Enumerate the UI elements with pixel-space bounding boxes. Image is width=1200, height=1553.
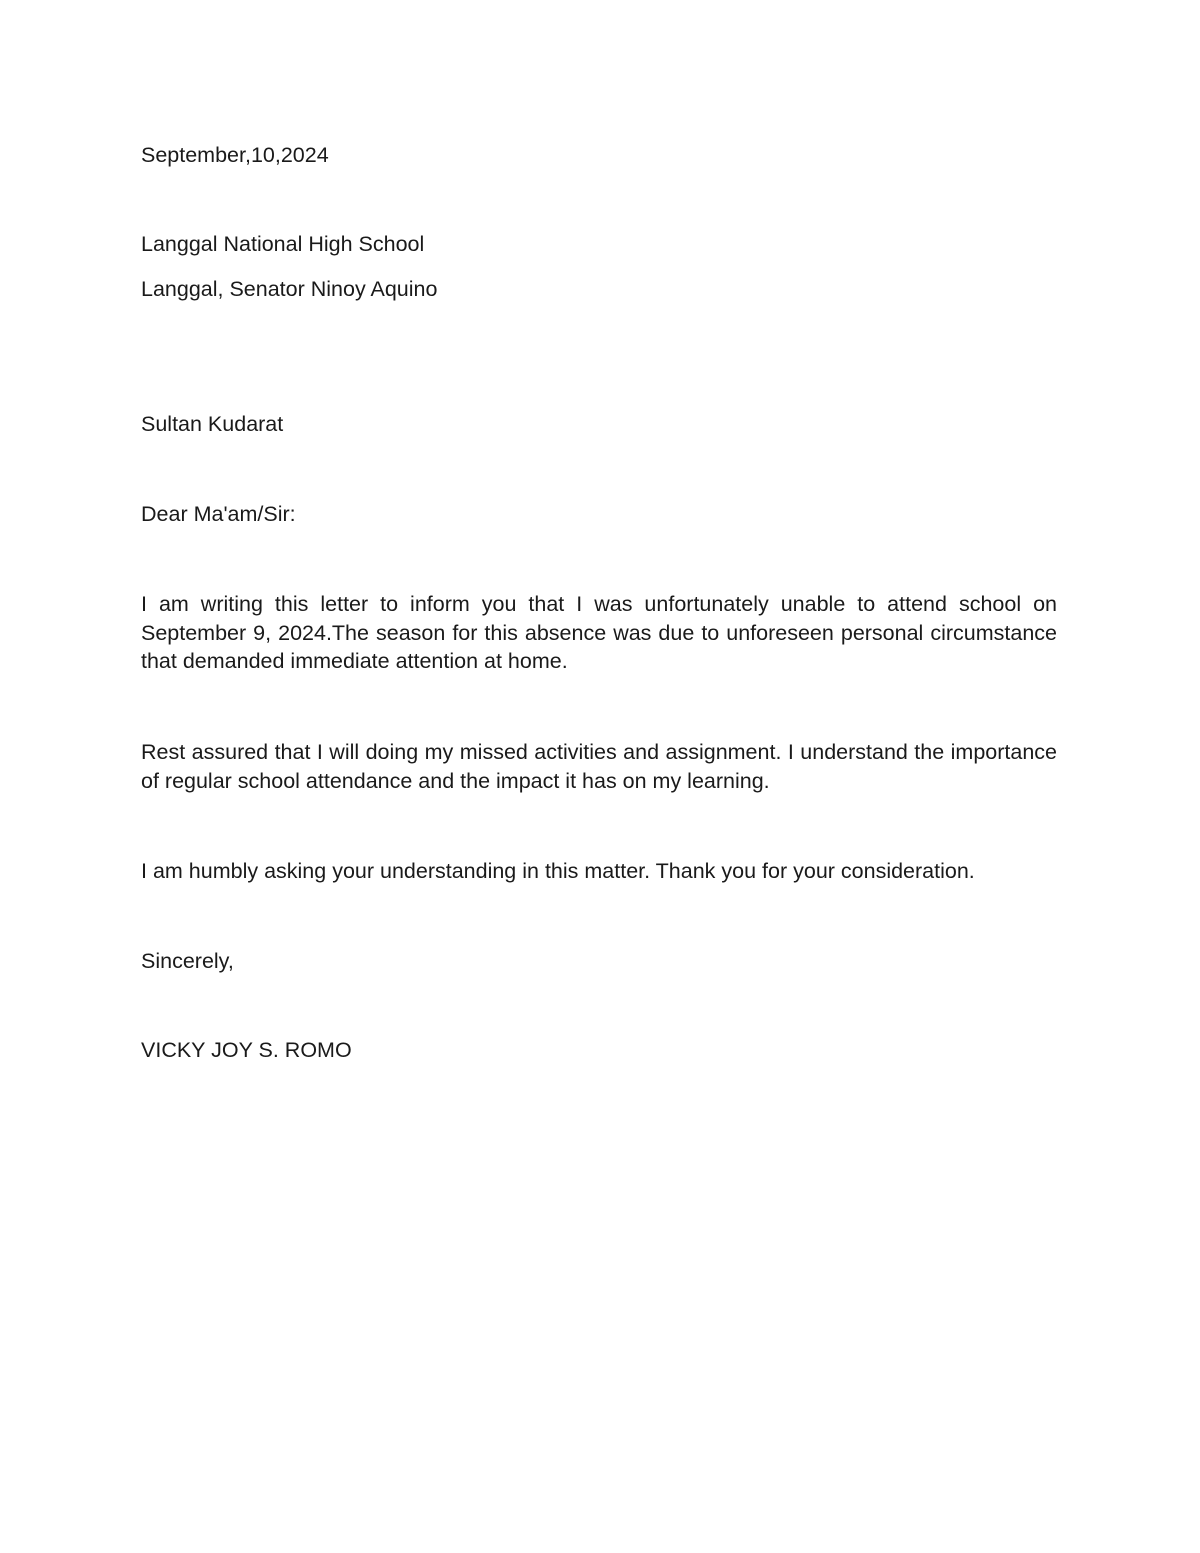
signature-name: VICKY JOY S. ROMO bbox=[141, 1038, 352, 1062]
salutation: Dear Ma'am/Sir: bbox=[141, 502, 296, 526]
body-paragraph-2: Rest assured that I will doing my missed activities and assignment. I understand the importance of regular school attendance and the impact it has on my learning. bbox=[141, 740, 1057, 793]
letter-date: September,10,2024 bbox=[141, 143, 329, 167]
recipient-address-line: Langgal, Senator Ninoy Aquino bbox=[141, 277, 438, 301]
recipient-province: Sultan Kudarat bbox=[141, 412, 284, 436]
body-paragraph-1: I am writing this letter to inform you that I was unfortunately unable to attend school on September 9, 2024.The season for this absence was due to unforeseen personal circumstance that demanded immediate attention at home. bbox=[141, 592, 1057, 674]
closing: Sincerely, bbox=[141, 949, 234, 973]
recipient-school-name: Langgal National High School bbox=[141, 232, 425, 256]
body-paragraph-3: I am humbly asking your understanding in this matter. Thank you for your consideration. bbox=[141, 859, 975, 883]
